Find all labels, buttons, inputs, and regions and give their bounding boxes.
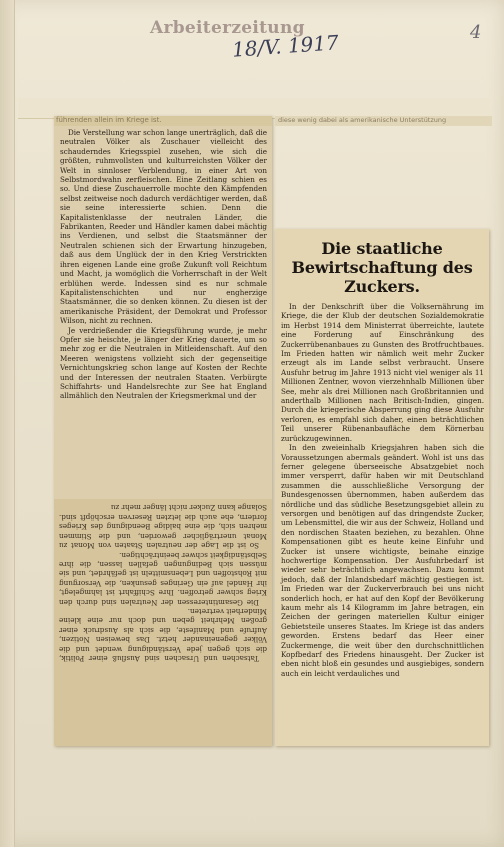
left-top-fragment: führenden allein im Kriege ist. [54, 116, 272, 126]
paragraph: So ist die Lage der neutralen Staaten von Monat zu Monat unerträglicher geworden, und die Stimmen mehren sich, die eine baldige Beendigung des Krieges fordern, ehe auch die letzten Reserven erschöpft sind. Solange kann Zucker nicht länger mehr zu [59, 503, 267, 551]
paragraph: Tatsachen und Ursachen sind Ausfluß einer Politik, die sich gegen jede Verständigung wendet und die Völker gegeneinander hetzt. Das beweisen Notizen, Aufrufe und Manifeste, die sich als Ausdruck einer großen Mehrheit geben und doch nur eine kleine Minderheit vertreten. [59, 606, 267, 663]
left-article-body [54, 126, 272, 401]
right-clipping [275, 229, 489, 746]
right-top-fragment: diese wenig dabei als amerikanische Unterstützung [275, 116, 492, 126]
right-article-body [275, 296, 489, 678]
paragraph: Die Verstellung war schon lange unerträglich, daß die neutralen Völker als Zuschauer vielleicht des schauderndes Kriegsspiel zusehen, wie sich die größten, ruhmvollsten und kulturreichsten Völker der Welt in sinnloser Verblendung, in einer Art von Selbstmordwahn zerfleischen. Eine Zeitlang schien es so. Und diese Zuschauerrolle mochte den Kämpfenden selbst zeitweise noch dadurch verdächtiger werden, daß sie seine interessierte schien. Denn die Kapitalistenklasse der neutralen Länder, die Fabrikanten, Reeder und Händler kamen dabei mächtig ins Verdienen, und selbst die Staatsmänner der Neutralen schienen sich der Erwartung hinzugeben, daß aus dem Unglück der in den Krieg Verstrickten ihren eigenen Lande eine große Zukunft voll Reichtum und Macht, ja womöglich die Vorherrschaft in der Welt erblühen werde. Indessen sind es nur schmale Kapitalistenschichten und nur engherzige Staatsmänner, die so denken können. Zu diesen ist der amerikanische Präsident, der Demokrat und Professor Wilson, nicht zu rechnen. [60, 128, 267, 326]
left-clipping [54, 116, 272, 746]
upside-down-text [54, 499, 272, 667]
paragraph: In den zweieinhalb Kriegsjahren haben sich die Voraussetzungen abermals geändert. Wohl ist uns das ferner gelegene überseeische Absatzgebiet noch immer versperrt, dafür haben wir mit Deutschland zusammen die ausschließliche Versorgung der Bundesgenossen übernommen, haben außerdem das nördliche und das südliche Besetzungsgebiet allein zu versorgen und benötigen auf das dringendste Zucker, um Lebensmittel, die wir aus der Schweiz, Holland und den nordischen Staaten beziehen, zu bezahlen. Ohne Kompensationen gibt es heute keine Einfuhr und Zucker ist unsere wichtigste, beinahe einzige hochwertige Kompensation. Der Ausfuhrbedarf ist wieder sehr beträchtlich angewachsen. Dazu kommt jedoch, daß der Inlandsbedarf mächtig gestiegen ist. Im Frieden war der Zuckerverbrauch bei uns nicht sonderlich hoch, er hat auf den Kopf der Bevölkerung kaum mehr als 14 Kilogramm im Jahre betragen, ein Zeichen der geringen materiellen Kultur einiger Gebietsteile unseres Staates. Im Kriege ist das anders geworden. Erstens bedarf das Heer einer Zuckermenge, die weit über den durchschnittlichen Kopfbedarf des Friedens hinausgeht. Der Zucker ist eben nicht bloß ein gesundes und ausgiebiges, sondern auch ein leicht verdauliches und [281, 443, 484, 678]
article-headline: Die staatliche Bewirtschaftung des Zuckers. [291, 239, 473, 296]
paragraph: Je verdrießender die Kriegsführung wurde, je mehr Opfer sie heischte, je länger der Krieg dauerte, um so mehr zog er die Neutralen in Mitleidenschaft. Auf den Meeren wenigstens vollzieht sich der gegenseitige Vernichtungskrieg schon lange auf Kosten der Rechte und der Interessen der neutralen Staaten. Verbürgte Schiffahrts- und Handelsrechte zur See hat England allmählich den Neutralen der Kriegsmerkmal und der [60, 325, 267, 401]
paragraph: Die Gesamtinteressen der Neutralen sind durch den Krieg schwer getroffen. Ihre Schiffahrt ist lahmgelegt, ihr Handel auf ein Geringes gesunken, die Versorgung mit Rohstoffen und Lebensmitteln ist gefährdet, und sie müssen sich Bedingungen gefallen lassen, die ihre Selbständigkeit schwer beeinträchtigen. [59, 550, 267, 607]
page-number: 4 [470, 22, 482, 43]
handwritten-date: 18/V. 1917 [231, 30, 340, 62]
masthead-stamp: Arbeiterzeitung [150, 18, 305, 38]
paragraph: In der Denkschrift über die Volksernährung im Kriege, die der Klub der deutschen Sozialdemokratie im Herbst 1914 dem Ministerrat überreichte, lautete eine Forderung auf Einschränkung des Zuckerrübenanbaues zu Gunsten des Brotfruchtbaues. Im Frieden hatten wir nämlich weit mehr Zucker erzeugt als im Lande selbst verbraucht. Unsere Ausfuhr betrug im Jahre 1913 nicht viel weniger als 11 Millionen Zentner, wovon vierzehnhalb Millionen über See, mehr als drei Millionen nach Großbritannien und anderthalb Millionen nach Britisch-Indien, gingen. Durch die kriegerische Absperrung ging diese Ausfuhr verloren, es empfahl sich daher, einen beträchtlichen Teil unserer Rübenanbaufläche dem Körnerbau zurückzugewinnen. [281, 302, 484, 443]
upside-down-clipping [54, 499, 272, 746]
binding-edge [0, 0, 15, 847]
